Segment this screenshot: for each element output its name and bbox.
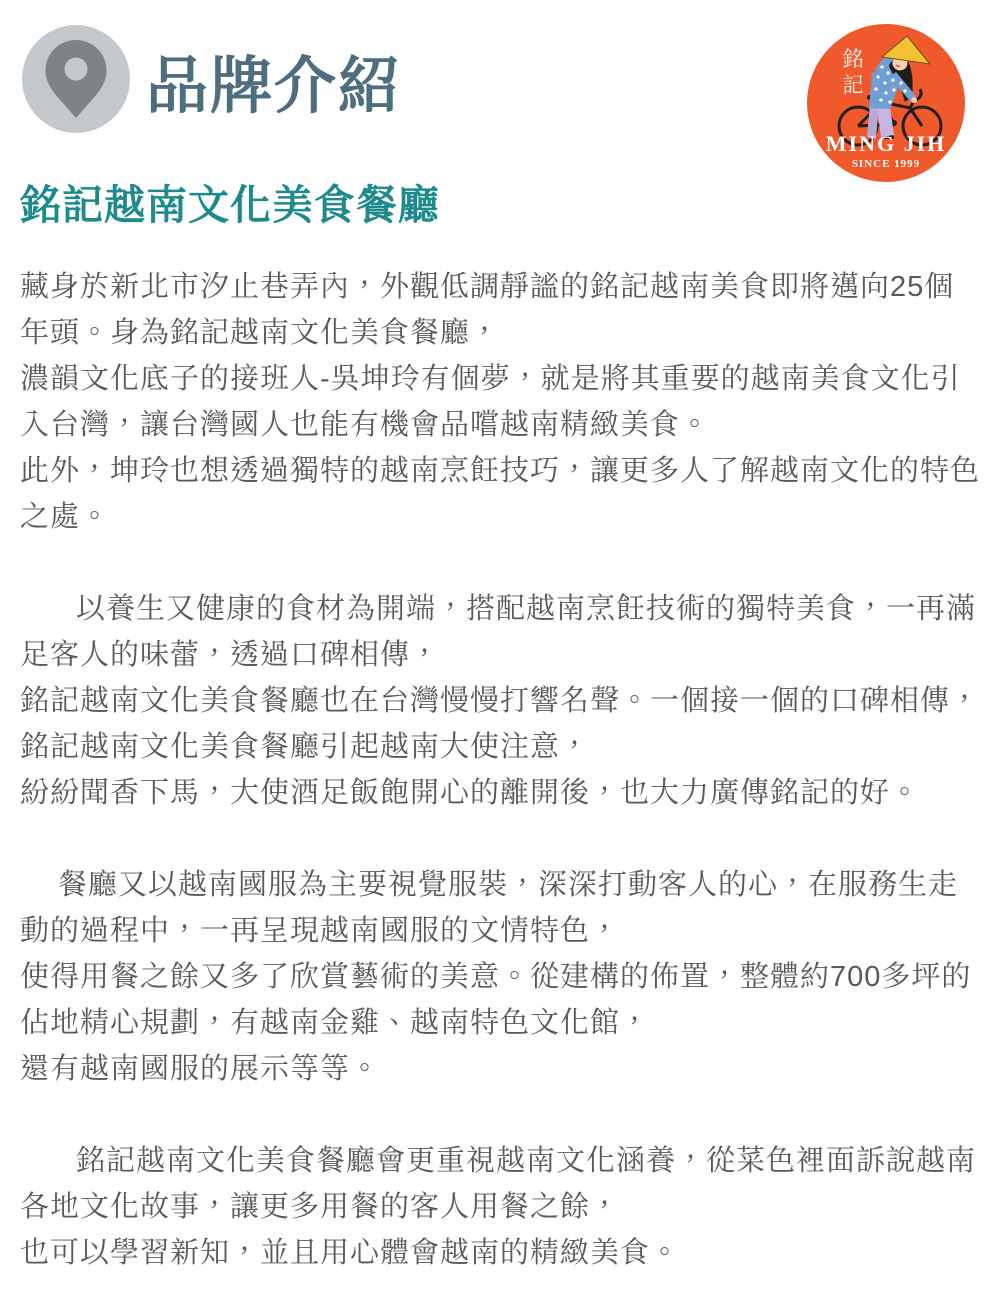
- pin-icon-hole: [65, 58, 88, 81]
- paragraph-3: [20, 862, 980, 1092]
- text-line: 年頭。身為銘記越南文化美食餐廳，: [20, 317, 501, 349]
- text-line: 還有越南國服的展示等等。: [20, 1053, 381, 1085]
- text-line: 入台灣，讓台灣國人也能有機會品嚐越南精緻美食。: [20, 409, 711, 441]
- location-pin-icon: [22, 25, 130, 133]
- text-line: 之處。: [20, 501, 111, 533]
- text-line: 銘記越南文化美食餐廳也在台灣慢慢打響名聲。一個接一個的口碑相傳，: [20, 685, 981, 717]
- paragraph-4: [20, 1138, 980, 1276]
- restaurant-name-heading: 銘記越南文化美食餐廳: [20, 182, 440, 228]
- text-line: 足客人的味蕾，透過口碑相傳，: [20, 639, 441, 671]
- text-line: 使得用餐之餘又多了欣賞藝術的美意。從建構的佈置，整體約700多坪的: [20, 961, 972, 993]
- text-line: 銘記越南文化美食餐廳引起越南大使注意，: [20, 731, 591, 763]
- text-line: 此外，坤玲也想透過獨特的越南烹飪技巧，讓更多人了解越南文化的特色: [20, 455, 981, 487]
- paragraph-1: [20, 264, 980, 540]
- paragraph-2: [20, 586, 980, 816]
- logo-vertical-char-2: 記: [842, 74, 864, 97]
- text-line: 各地文化故事，讓更多用餐的客人用餐之餘，: [20, 1191, 621, 1223]
- text-line: 也可以學習新知，並且用心體會越南的精緻美食。: [20, 1237, 681, 1269]
- text-line: 餐廳又以越南國服為主要視覺服裝，深深打動客人的心，在服務生走: [58, 869, 959, 901]
- logo-vertical-char-1: 銘: [842, 48, 864, 71]
- brand-logo: [806, 23, 966, 183]
- page-title: 品牌介紹: [146, 52, 403, 121]
- text-line: 藏身於新北市汐止巷弄內，外觀低調靜謐的銘記越南美食即將邁向25個: [20, 271, 955, 303]
- text-line: 動的過程中，一再呈現越南國服的文情特色，: [20, 915, 621, 947]
- text-line: 銘記越南文化美食餐廳會更重視越南文化涵養，從菜色裡面訴說越南: [76, 1145, 977, 1177]
- text-line: 佔地精心規劃，有越南金雞、越南特色文化館，: [20, 1007, 651, 1039]
- text-line: 紛紛聞香下馬，大使酒足飯飽開心的離開後，也大力廣傳銘記的好。: [20, 777, 921, 809]
- logo-brand-name: MING JIH: [825, 131, 947, 156]
- text-line: 濃韻文化底子的接班人-吳坤玲有個夢，就是將其重要的越南美食文化引: [20, 363, 961, 395]
- text-line: 以養生又健康的食材為開端，搭配越南烹飪技術的獨特美食，一再滿: [76, 593, 977, 625]
- article-body: [20, 264, 980, 1293]
- logo-since-text: SINCE 1999: [851, 158, 921, 170]
